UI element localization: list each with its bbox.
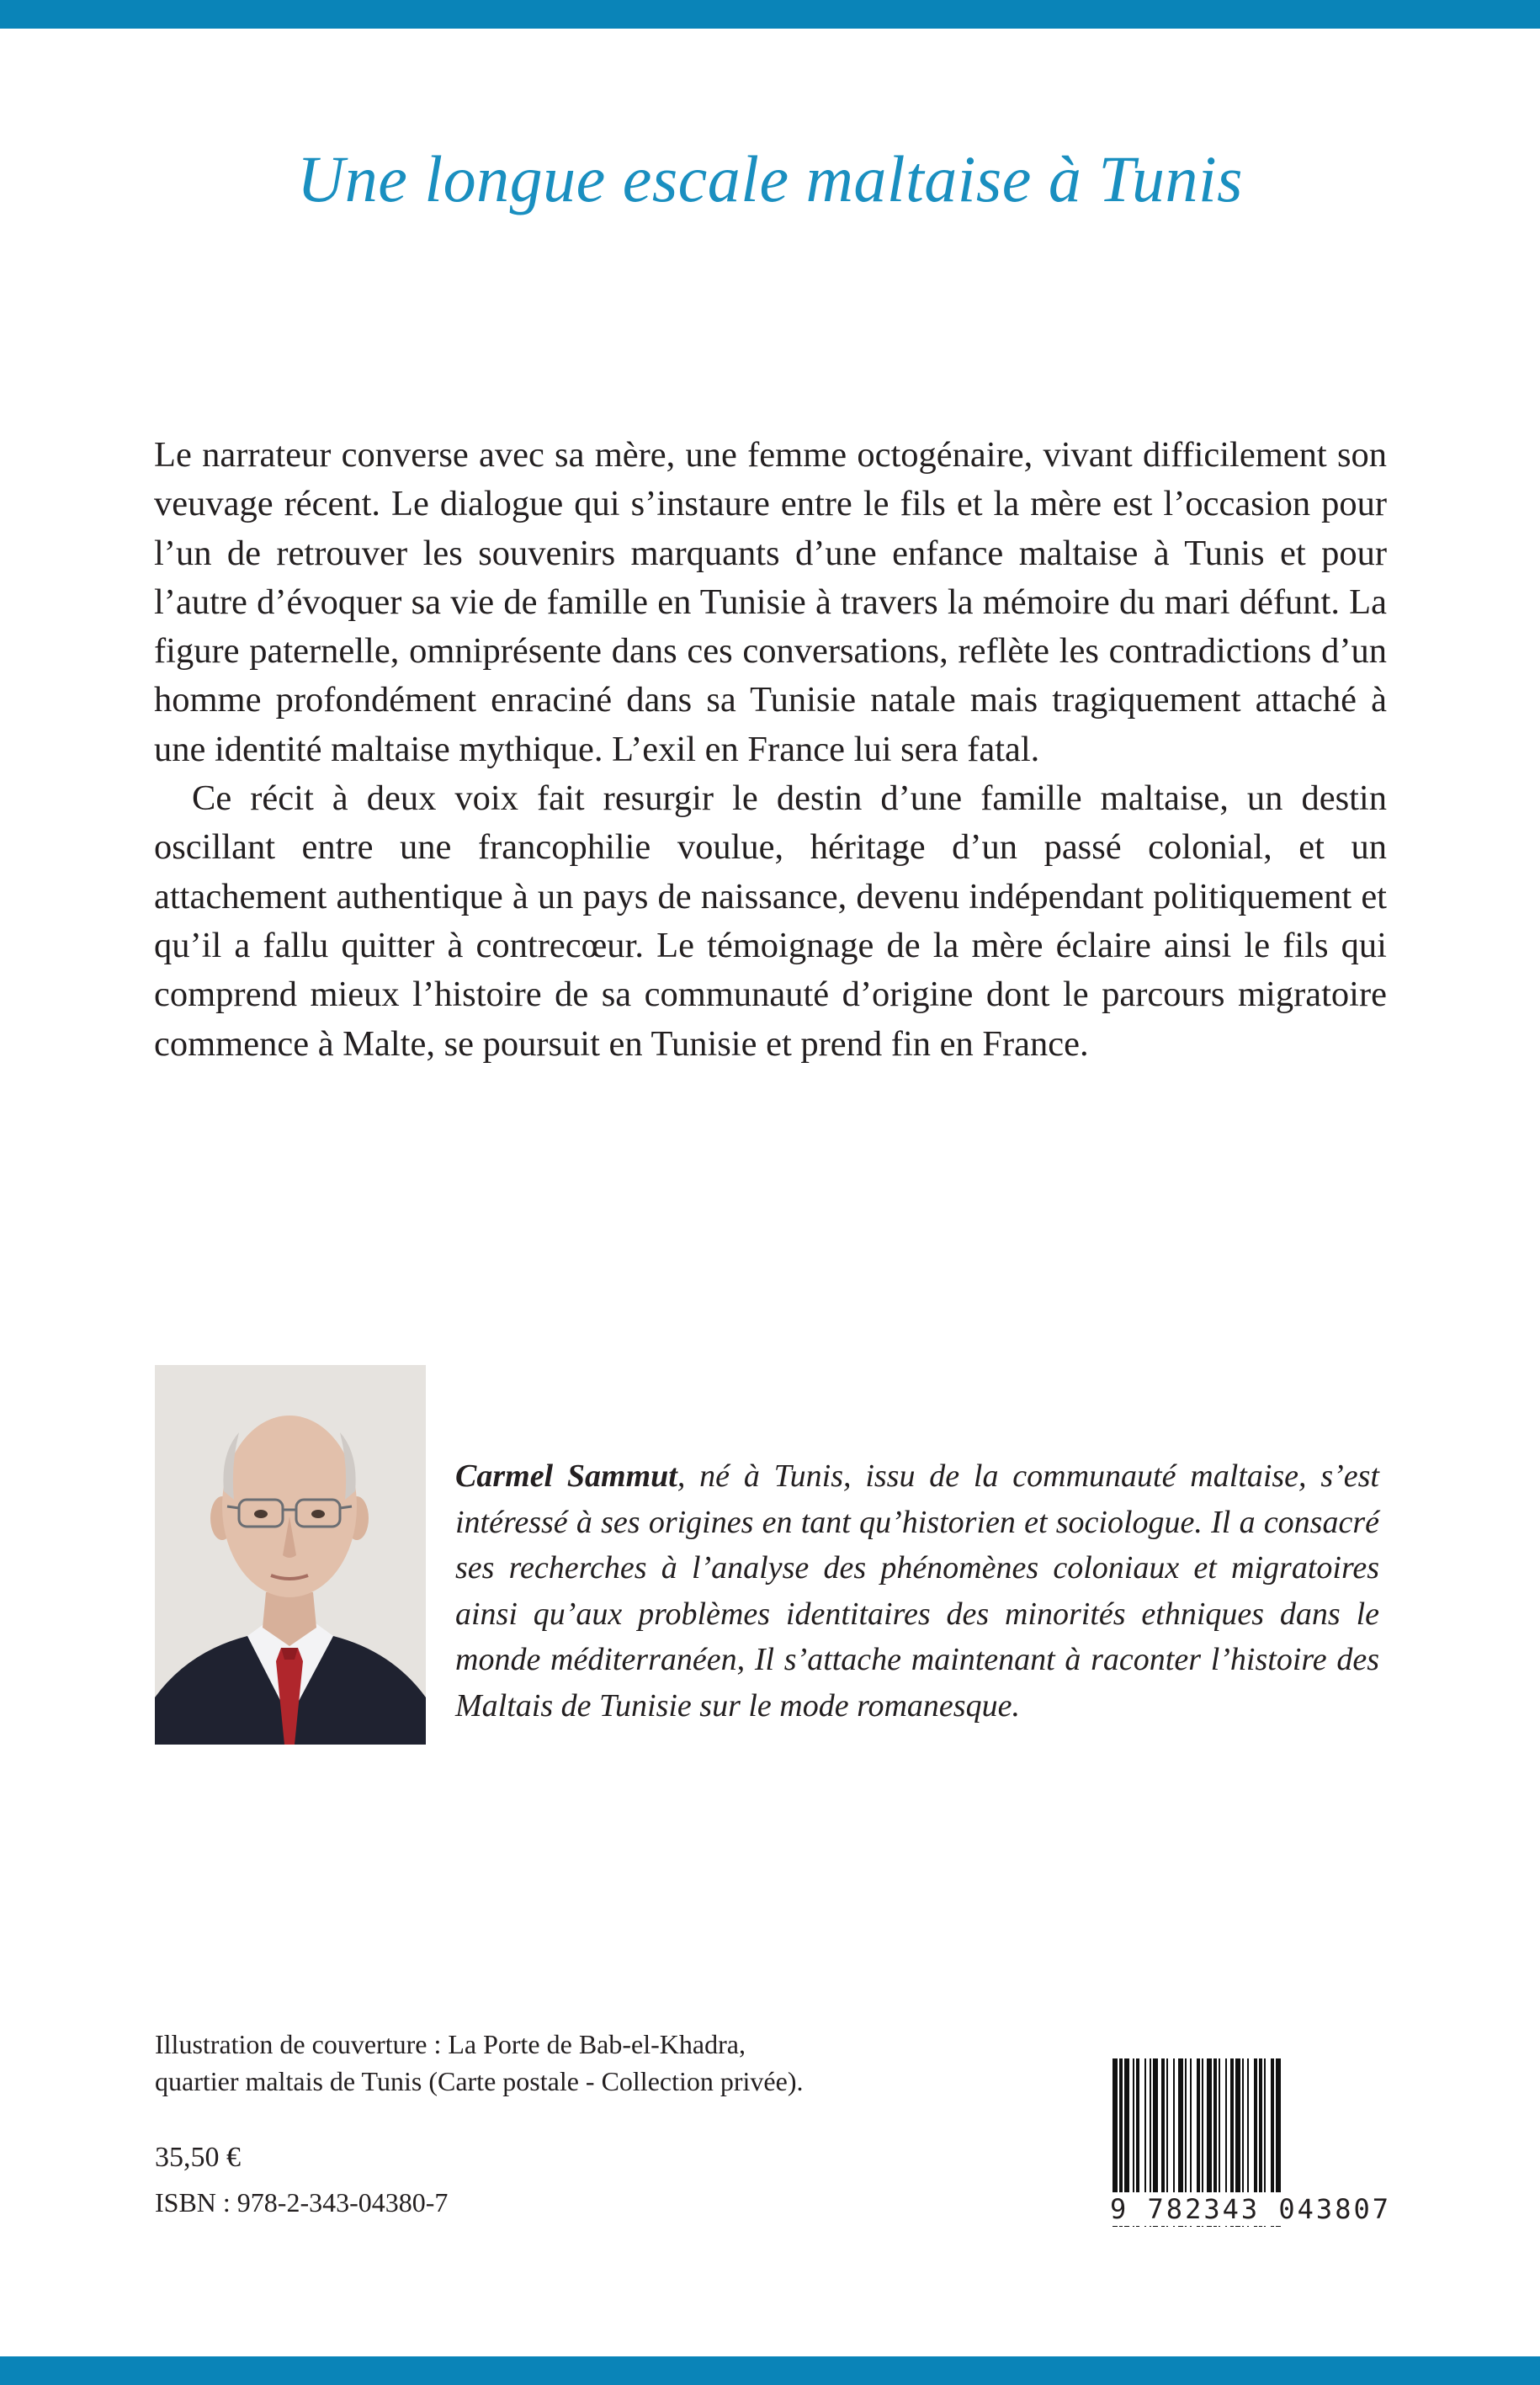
credit-line-2: quartier maltais de Tunis (Carte postale - Collection privée).: [155, 2066, 804, 2096]
author-name: Carmel Sammut: [455, 1458, 677, 1494]
price: 35,50 €: [155, 2142, 241, 2173]
isbn: ISBN : 978-2-343-04380-7: [155, 2187, 449, 2218]
top-color-band: [0, 0, 1540, 29]
back-cover-summary: [154, 431, 1387, 1069]
author-bio-text: , né à Tunis, issu de la communauté maltaise, s’est intéressé à ses origines en tant qu’historien et sociologue. Il a consacré ses recherches à l’analyse des phénomènes coloniaux et migratoires ainsi qu’aux problèmes identitaires des minorités ethniques dans le monde méditerranéen, Il s’attache maintenant à raconter l’histoire des Maltais de Tunisie sur le mode romanesque.: [455, 1458, 1379, 1724]
summary-paragraph-1: Le narrateur converse avec sa mère, une femme octogénaire, vivant difficilement son veuvage récent. Le dialogue qui s’instaure entre le fils et la mère est l’occasion pour l’un de retrouver les souvenirs marquants d’une enfance maltaise à Tunis et pour l’autre d’évoquer sa vie de famille en Tunisie à travers la mémoire du mari défunt. La figure paternelle, omniprésente dans ces conversations, reflète les contradictions d’un homme profondément enraciné dans sa Tunisie natale mais tragiquement attaché à une identité maltaise mythique. L’exil en France lui sera fatal.: [154, 435, 1387, 769]
book-title: Une longue escale maltaise à Tunis: [296, 142, 1244, 215]
credit-line-1: Illustration de couverture : La Porte de Bab-el-Khadra,: [155, 2029, 746, 2059]
summary-paragraph-2: Ce récit à deux voix fait resurgir le destin d’une famille maltaise, un destin oscillant entre une francophilie voulue, héritage d’un passé colonial, et un attachement authentique à un pays de naissance, devenu indépendant politiquement et qu’il a fallu quitter à contrecœur. Le témoignage de la mère éclaire ainsi le fils qui comprend mieux l’histoire de sa communauté d’origine dont le parcours migratoire commence à Malte, se poursuit en Tunisie et prend fin en France.: [154, 778, 1387, 1064]
author-photo: [155, 1365, 426, 1745]
author-bio: [455, 1453, 1379, 1729]
cover-illustration-credit: [155, 2026, 912, 2100]
barcode-digits: 9 782343 043807: [1110, 2193, 1391, 2225]
bottom-color-band: [0, 2356, 1540, 2385]
